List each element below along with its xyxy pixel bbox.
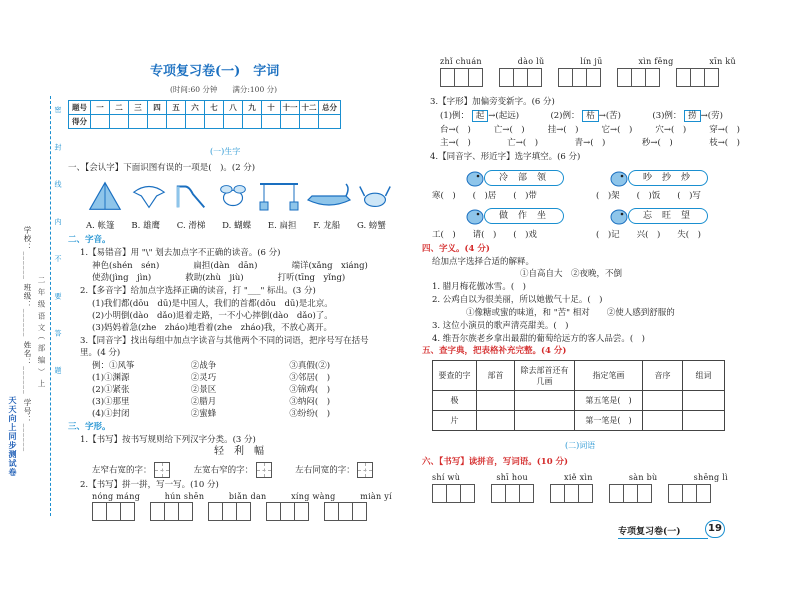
answer-cell[interactable] xyxy=(617,68,632,87)
score-cell[interactable] xyxy=(205,115,224,129)
score-cell[interactable] xyxy=(186,115,205,129)
table-header: 除去部首还有几画 xyxy=(515,361,575,391)
pinyin: zhǐ chuán xyxy=(440,57,482,66)
table-header: 音序 xyxy=(643,361,683,391)
score-cell[interactable] xyxy=(300,115,319,129)
answer-cell[interactable] xyxy=(623,484,638,503)
question-1: 一、【会认字】下面识图有误的一项是( )。(2 分) xyxy=(68,163,256,173)
radical-row-b xyxy=(440,137,740,149)
table-cell[interactable] xyxy=(515,411,575,431)
question-5-heading: 五、查字典，把表格补充完整。(4 分) xyxy=(422,346,567,356)
score-row-label: 得分 xyxy=(69,115,91,129)
pinyin: hún shēn xyxy=(164,492,205,501)
table-cell[interactable] xyxy=(683,411,725,431)
answer-cell[interactable] xyxy=(519,484,534,503)
pinyin: shí wù xyxy=(432,473,461,482)
answer-cell[interactable] xyxy=(446,484,461,503)
pinyin: miàn yí xyxy=(360,492,392,501)
equal-width-label: 左右同宽的字： xyxy=(295,465,355,476)
pinyin: biǎn dan xyxy=(228,492,267,501)
question-3-heading: 三、字形。 xyxy=(68,422,111,432)
answer-cell[interactable] xyxy=(338,502,353,521)
homophone-row-3 xyxy=(92,396,330,408)
homophone-row-example xyxy=(92,360,330,372)
answer-cell[interactable] xyxy=(150,502,165,521)
score-header-row xyxy=(69,101,341,115)
table-cell[interactable]: 第一笔是( ) xyxy=(575,411,643,431)
score-cell[interactable] xyxy=(262,115,281,129)
homophone-row-2 xyxy=(92,384,330,396)
score-value-row xyxy=(69,115,341,129)
hp-item: (2)①紧张 xyxy=(92,385,130,395)
hp-answer: ③真假(②) xyxy=(289,361,331,371)
answer-cell[interactable] xyxy=(572,68,587,87)
choice-bubble: 忘旺望 xyxy=(628,208,708,224)
score-col: 二 xyxy=(110,101,129,115)
score-cell[interactable] xyxy=(224,115,243,129)
answer-cell[interactable] xyxy=(499,68,514,87)
example-result: (苦) xyxy=(605,111,621,121)
hp-item: 例：①风筝 xyxy=(92,361,135,371)
hp-answer[interactable]: ③纳闷( ) xyxy=(289,397,331,407)
pinyin: xiě xìn xyxy=(564,473,593,482)
student-info-fields: 学校：______ 班级：______ 姓名：______ 学号：______ xyxy=(23,226,32,453)
radical-item[interactable]: 主→( ) xyxy=(440,138,471,148)
hp-item: ②蜜蜂 xyxy=(190,409,217,419)
hp-item: (4)①封闭 xyxy=(92,409,130,419)
section-label: (一)生字 xyxy=(210,147,241,156)
q3-chars: 轻 利 幅 xyxy=(214,446,264,457)
q2-part2: 2.【多音字】给加点字选择正确的读音，打 "___" 标出。(3 分) xyxy=(80,286,316,296)
score-col: 题号 xyxy=(69,101,91,115)
q3-part1: 1.【书写】按书写规则给下列汉字分类。(3 分) xyxy=(80,435,256,445)
answer-cell[interactable] xyxy=(578,484,593,503)
table-cell: 极 xyxy=(433,391,477,411)
radical-examples: (1)例： 起 →(起远) (2)例： 枯 →(苦) (3)例： 捞 →(劳) xyxy=(440,111,723,121)
option-f[interactable]: F. 龙船 xyxy=(313,221,341,231)
q4-sentence3[interactable]: 3. 这位小演员的歌声清亮甜美。( ) xyxy=(432,321,569,331)
table-header: 要查的字 xyxy=(433,361,477,391)
table-cell[interactable]: 第五笔是( ) xyxy=(575,391,643,411)
bird-icon xyxy=(608,168,630,188)
answer-cell[interactable] xyxy=(178,502,193,521)
left-wide-label: 左宽右窄的字： xyxy=(193,465,254,476)
q2-sentence2: (2)小明倒(dào dǎo)退着走路，一不小心摔倒(dào dǎo)了。 xyxy=(92,311,333,321)
answer-cell[interactable] xyxy=(586,68,601,87)
choice-bubble: 冷部领 xyxy=(484,170,564,186)
example-word: 枯 xyxy=(582,110,599,122)
table-row xyxy=(433,411,725,431)
option-c[interactable]: C. 滑梯 xyxy=(176,221,206,231)
hp-item: ②腊月 xyxy=(190,397,217,407)
homophone-row-4 xyxy=(92,408,330,420)
time-score-note: (时间:60 分钟 满分:100 分) xyxy=(170,85,278,94)
picture-row xyxy=(86,178,386,218)
answer-boxes-bottom xyxy=(432,484,710,503)
answer-cell[interactable] xyxy=(491,484,506,503)
answer-cell[interactable] xyxy=(208,502,223,521)
q2-part3-cont: 里。(4 分) xyxy=(80,348,121,358)
hp-item: ②景区 xyxy=(190,385,217,395)
choice-bubble: 做作坐 xyxy=(484,208,564,224)
score-cell[interactable] xyxy=(148,115,167,129)
answer-cell[interactable] xyxy=(92,502,107,521)
question-2-heading: 二、字音。 xyxy=(68,235,111,245)
score-cell[interactable] xyxy=(281,115,300,129)
answer-cell[interactable] xyxy=(454,68,469,87)
radical-item[interactable]: 穴→( ) xyxy=(655,125,687,135)
answer-cell[interactable] xyxy=(682,484,697,503)
section-label-2: (二)词语 xyxy=(565,441,596,450)
score-col: 八 xyxy=(224,101,243,115)
q3-part4: 4.【同音字、形近字】选字填空。(6 分) xyxy=(430,152,581,162)
q4-sentence2[interactable]: 2. 公鸡自以为很美丽，所以她傲气十足。( ) xyxy=(432,295,603,305)
example-word: 起 xyxy=(472,110,489,122)
homophone-row-1 xyxy=(92,372,330,384)
example-word: 捞 xyxy=(684,110,701,122)
answer-cell[interactable] xyxy=(120,502,135,521)
option-g[interactable]: G. 螃蟹 xyxy=(357,221,386,231)
hp-answer[interactable]: ③邻居( ) xyxy=(289,373,331,383)
hp-answer[interactable]: ③锦鸡( ) xyxy=(289,385,331,395)
bird-icon xyxy=(608,206,630,226)
answer-cell[interactable] xyxy=(690,68,705,87)
example-label: (1)例： xyxy=(440,111,470,121)
answer-cell[interactable] xyxy=(324,502,339,521)
score-cell[interactable] xyxy=(110,115,129,129)
picture-options xyxy=(86,220,386,232)
score-cell[interactable] xyxy=(91,115,110,129)
answer-cell[interactable] xyxy=(106,502,121,521)
score-col: 十一 xyxy=(281,101,300,115)
table-header-row xyxy=(433,361,725,391)
pinyin: nóng máng xyxy=(92,492,141,501)
pinyin: dào lǔ xyxy=(517,57,545,66)
radical-item[interactable]: 它→( ) xyxy=(601,125,633,135)
pinyin: sàn bù xyxy=(628,473,658,482)
crab-picture xyxy=(356,178,394,214)
answer-cell[interactable] xyxy=(505,484,520,503)
table-row xyxy=(433,391,725,411)
bird-icon xyxy=(464,206,486,226)
cut-line xyxy=(50,96,51,516)
score-table xyxy=(68,100,341,129)
q4-options-2: ①像糖或蜜的味道，和 "苦" 相对 ②使人感到舒服的 xyxy=(466,308,675,318)
radical-item[interactable]: 亡→( ) xyxy=(493,125,525,135)
answer-cell[interactable] xyxy=(460,484,475,503)
table-cell[interactable] xyxy=(515,391,575,411)
slide-picture xyxy=(172,178,210,214)
pinyin: shēng lì xyxy=(693,473,728,482)
hp-item: (1)①渊源 xyxy=(92,373,130,383)
answer-cell[interactable] xyxy=(564,484,579,503)
q2-line1: 神色(shén sén) 扁担(dàn dān) 端详(xǎng xiáng) xyxy=(92,261,368,271)
fill-row-1[interactable]: 寒( ) ( )居 ( )带 xyxy=(432,191,537,201)
answer-cell[interactable] xyxy=(266,502,281,521)
answer-boxes-left xyxy=(92,502,366,521)
option-e[interactable]: E. 扁担 xyxy=(267,221,297,231)
answer-cell[interactable] xyxy=(668,484,683,503)
hp-answer[interactable]: ③纷纷( ) xyxy=(289,409,331,419)
radical-item[interactable]: 青→( ) xyxy=(574,138,606,148)
fill-row-2[interactable]: ( )架 ( )饭 ( )写 xyxy=(596,191,701,201)
question-4-heading: 四、字义。(4 分) xyxy=(422,244,490,254)
q3-part3: 3.【字形】加偏旁变新字。(6 分) xyxy=(430,97,555,107)
footer-title: 专项复习卷(一) xyxy=(618,527,681,537)
page-title: 专项复习卷(一) 字词 xyxy=(150,64,280,79)
pinyin: xìn fēng xyxy=(638,57,674,66)
score-cell[interactable] xyxy=(129,115,148,129)
q4-intro: 给加点字选择合适的解释。 xyxy=(432,257,535,267)
answer-cell[interactable] xyxy=(513,68,528,87)
writing-box[interactable] xyxy=(256,462,272,478)
score-col: 六 xyxy=(186,101,205,115)
answer-cell[interactable] xyxy=(637,484,652,503)
q2-sentence3: (3)妈妈着急(zhe zháo)地看着(zhe zháo)我，不放心离开。 xyxy=(92,323,333,333)
pinyin-row-bottom xyxy=(432,472,728,484)
pinyin: lín jū xyxy=(580,57,603,66)
dictionary-table xyxy=(432,360,725,431)
bird-icon xyxy=(464,168,486,188)
answer-cell[interactable] xyxy=(468,68,483,87)
q4-sentence1[interactable]: 1. 腊月梅花傲冰雪。( ) xyxy=(432,282,526,292)
score-cell[interactable] xyxy=(243,115,262,129)
answer-cell[interactable] xyxy=(550,484,565,503)
option-a[interactable]: A. 帐篷 xyxy=(86,221,115,231)
example-label: (2)例： xyxy=(550,111,580,121)
answer-cell[interactable] xyxy=(631,68,646,87)
score-col: 四 xyxy=(148,101,167,115)
answer-cell[interactable] xyxy=(676,68,691,87)
carrying-pole-picture xyxy=(256,178,302,214)
answer-cell[interactable] xyxy=(609,484,624,503)
pinyin-row-top xyxy=(440,56,736,68)
score-cell[interactable] xyxy=(319,115,341,129)
score-col: 三 xyxy=(129,101,148,115)
radical-item[interactable]: 枝→( ) xyxy=(709,138,740,148)
pinyin: shī hou xyxy=(496,473,528,482)
score-col: 七 xyxy=(205,101,224,115)
answer-cell[interactable] xyxy=(440,68,455,87)
radical-row-a xyxy=(440,124,740,136)
left-narrow-label: 左窄右宽的字： xyxy=(92,465,152,476)
q2-part1: 1.【易错音】用 "\" 划去加点字不正确的读音。(6 分) xyxy=(80,248,281,258)
answer-cell[interactable] xyxy=(236,502,251,521)
page-number: 19 xyxy=(705,520,725,538)
q4-sentence4[interactable]: 4. 维吾尔族老乡拿出最甜的葡萄给远方的客人品尝。( ) xyxy=(432,334,645,344)
answer-cell[interactable] xyxy=(527,68,542,87)
brand-label: 天天向上同步测试卷 xyxy=(8,396,18,477)
hp-item: (3)①那里 xyxy=(92,397,130,407)
binding-margin xyxy=(8,96,66,516)
example-result: (劳) xyxy=(707,111,723,121)
classify-row xyxy=(92,462,373,478)
eagle-picture xyxy=(130,178,168,214)
dragon-boat-picture xyxy=(306,178,352,214)
q4-options-1: ①自高自大 ②夜晚，不倒 xyxy=(520,269,623,279)
pinyin: xíng wàng xyxy=(291,492,336,501)
table-header: 部首 xyxy=(477,361,515,391)
answer-cell[interactable] xyxy=(645,68,660,87)
q2-part3: 3.【同音字】找出每组中加点字读音与其他两个不同的词语，把序号写在括号 xyxy=(80,336,369,346)
answer-cell[interactable] xyxy=(294,502,309,521)
score-col: 一 xyxy=(91,101,110,115)
radical-item[interactable]: 亡→( ) xyxy=(507,138,539,148)
radical-item[interactable]: 挂→( ) xyxy=(547,125,579,135)
score-col: 五 xyxy=(167,101,186,115)
q3-part2: 2.【书写】拼一拼，写一写。(10 分) xyxy=(80,480,219,490)
table-cell[interactable] xyxy=(643,411,683,431)
hp-item: ②灵巧 xyxy=(190,373,217,383)
table-cell[interactable] xyxy=(643,391,683,411)
q2-sentence1: (1)我们都(dōu dū)是中国人，我们的首都(dōu dū)是北京。 xyxy=(92,299,333,309)
table-header: 组词 xyxy=(683,361,725,391)
score-col: 十 xyxy=(262,101,281,115)
footer-rule xyxy=(618,538,708,539)
radical-item[interactable]: 秒→( ) xyxy=(641,138,673,148)
tent-picture xyxy=(86,178,124,214)
grade-note: 二 年 级 语 文（ 部 编 ） 上 xyxy=(37,276,46,389)
q2-line2: 使劲(jìng jìn) 救助(zhù jiù) 打听(tīng yǐng) xyxy=(92,273,346,283)
table-cell[interactable] xyxy=(477,411,515,431)
example-result: (起远) xyxy=(495,111,520,121)
choice-bubble: 吵抄炒 xyxy=(628,170,708,186)
answer-cell[interactable] xyxy=(164,502,179,521)
score-col: 十二 xyxy=(300,101,319,115)
answer-cell[interactable] xyxy=(280,502,295,521)
pinyin: xīn kǔ xyxy=(709,57,736,66)
table-cell[interactable] xyxy=(683,391,725,411)
bee-picture xyxy=(214,178,252,214)
fill-row-4[interactable]: ( )记 兴( ) 失( ) xyxy=(596,230,701,240)
radical-item[interactable]: 台→( ) xyxy=(440,125,471,135)
answer-cell[interactable] xyxy=(704,68,719,87)
cut-line-labels: 密 封 线 内 不 要 答 题 xyxy=(54,106,62,388)
answer-cell[interactable] xyxy=(222,502,237,521)
answer-boxes-top xyxy=(440,68,718,87)
answer-cell[interactable] xyxy=(558,68,573,87)
option-b[interactable]: B. 雄鹰 xyxy=(131,221,160,231)
option-d[interactable]: D. 蝴蝶 xyxy=(222,221,252,231)
score-col: 九 xyxy=(243,101,262,115)
radical-item[interactable]: 穿→( ) xyxy=(709,125,740,135)
example-label: (3)例： xyxy=(652,111,682,121)
score-col: 总分 xyxy=(319,101,341,115)
answer-cell[interactable] xyxy=(696,484,711,503)
writing-box[interactable] xyxy=(357,462,373,478)
question-6-heading: 六、【书写】读拼音，写词语。(10 分) xyxy=(422,457,569,467)
table-header: 指定笔画 xyxy=(575,361,643,391)
writing-box[interactable] xyxy=(154,462,170,478)
hp-item: ②战争 xyxy=(190,361,217,371)
table-cell: 片 xyxy=(433,411,477,431)
score-cell[interactable] xyxy=(167,115,186,129)
answer-cell[interactable] xyxy=(352,502,367,521)
fill-row-3[interactable]: 工( ) 请( ) ( )戏 xyxy=(432,230,537,240)
table-cell[interactable] xyxy=(477,391,515,411)
answer-cell[interactable] xyxy=(432,484,447,503)
